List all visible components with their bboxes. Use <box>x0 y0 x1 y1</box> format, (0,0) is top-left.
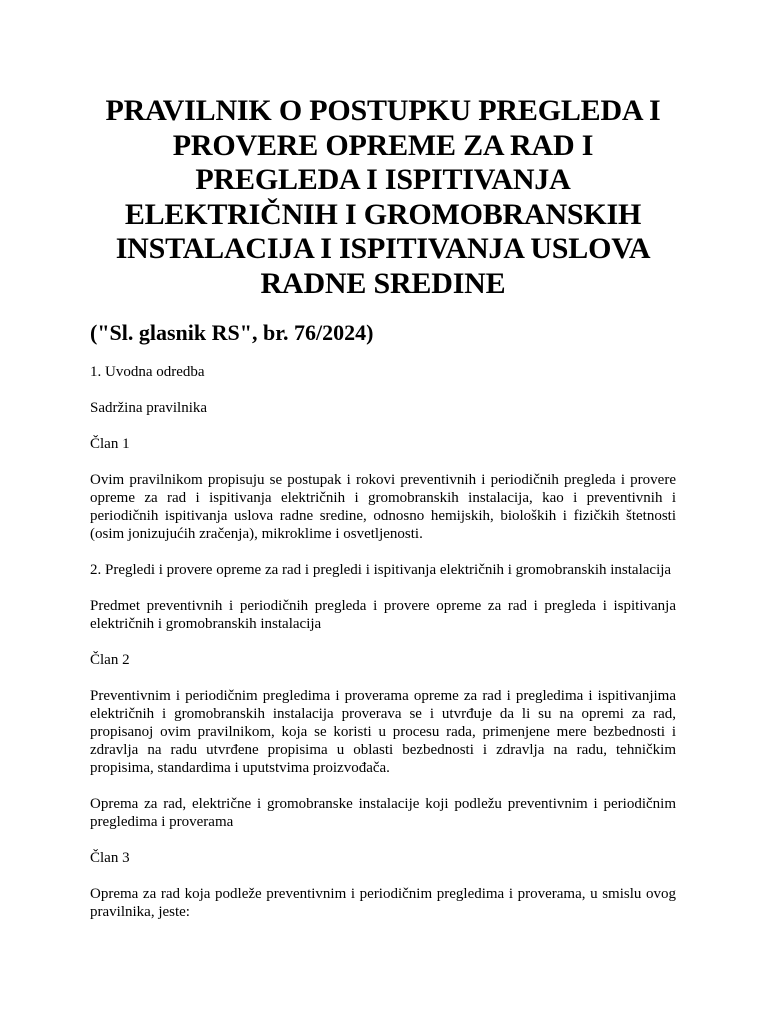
section-heading-inspections: 2. Pregledi i provere opreme za rad i pregledi i ispitivanja električnih i gromobranskih instalacija <box>90 561 672 578</box>
gazette-reference: ("Sl. glasnik RS", br. 76/2024) <box>90 319 374 345</box>
document-title: PRAVILNIK O POSTUPKU PREGLEDA I PROVERE OPREME ZA RAD I PREGLEDA I ISPITIVANJA ELEKTRIČNIH I GROMOBRANSKIH INSTALACIJA I ISPITIVANJA USLOVA RADNE SREDINE <box>105 94 661 300</box>
subsection-heading-subject: Predmet preventivnih i periodičnih pregleda i provere opreme za rad i pregleda i ispitivanja električnih i gromobranskih instalacija <box>90 597 676 632</box>
article-1-text: Ovim pravilnikom propisuju se postupak i rokovi preventivnih i periodičnih pregleda i provere opreme za rad i ispitivanja električnih i gromobranskih instalacija, kao i preventivnih i periodičnih ispitivanja uslova radne sredine, odnosno hemijskih, bioloških i fizičkih štetnosti (osim jonizujućih zračenja), mikroklime i osvetljenosti. <box>90 471 676 542</box>
article-2-text: Preventivnim i periodičnim pregledima i proverama opreme za rad i pregledima i ispitivanjima električnih i gromobranskih instalacija proverava se i utvrđuje da li su na opremi za rad, propisanoj ovim pravilnikom, koja se koristi u procesu rada, primenjene mere bezbednosti i zdravlja na radu utvrđene propisima u oblasti bezbednosti i zdravlja na radu, tehničkim propisima, standardima i uputstvima proizvođača. <box>90 687 676 776</box>
subsection-heading-contents: Sadržina pravilnika <box>90 399 208 416</box>
subsection-heading-equipment: Oprema za rad, električne i gromobranske instalacije koji podležu preventivnim i periodičnim pregledima i proverama <box>90 795 676 830</box>
article-3-text: Oprema za rad koja podleže preventivnim i periodičnim pregledima i proverama, u smislu ovog pravilnika, jeste: <box>90 885 676 920</box>
article-heading-2: Član 2 <box>90 651 130 668</box>
article-heading-1: Član 1 <box>90 435 130 452</box>
section-heading-introductory: 1. Uvodna odredba <box>90 363 205 380</box>
article-heading-3: Član 3 <box>90 849 130 866</box>
document-page <box>90 94 676 921</box>
